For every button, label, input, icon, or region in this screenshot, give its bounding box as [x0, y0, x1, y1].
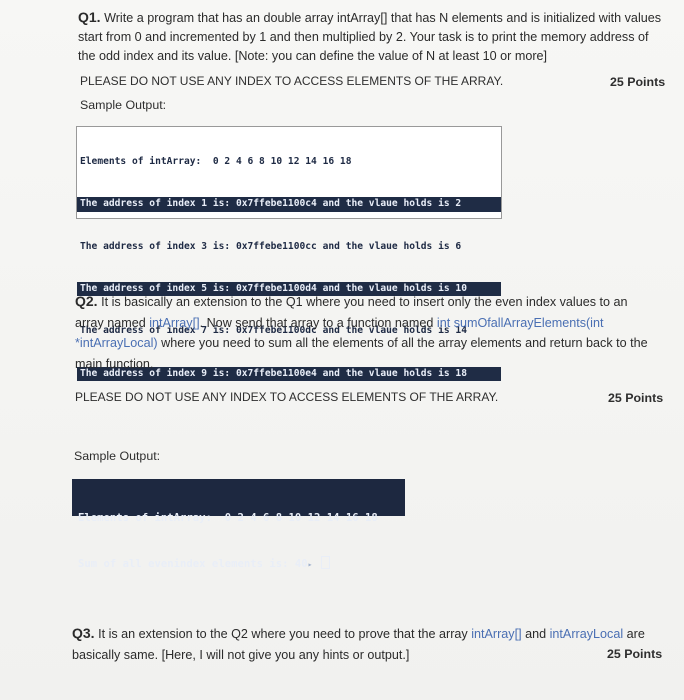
- q2-sample-label: Sample Output:: [74, 449, 161, 463]
- q2-points: 25 Points: [608, 391, 664, 405]
- q2-paragraph: [75, 291, 655, 374]
- console-line: The address of index 7 is: 0x7ffebe1100dc and the vlaue holds is 14: [80, 325, 467, 337]
- prompt-mark: ▸: [307, 560, 313, 569]
- q3-label: Q3.: [72, 625, 95, 641]
- q1-label: Q1.: [78, 9, 101, 25]
- q3-array-2: intArrayLocal: [549, 627, 624, 641]
- console-line: The address of index 3 is: 0x7ffebe1100cc and the vlaue holds is 6: [80, 240, 462, 252]
- q1-sample-label: Sample Output:: [80, 98, 167, 112]
- q2-function-name: int sumOfallArrayElements(int *intArrayLocal): [75, 315, 604, 350]
- q1-text: Write a program that has an double array intArray[] that has N elements and is initialized with values start from 0 and incremented by 1 and then multiplied by 2. Your task is to print the memory address of the odd index and its value. [Note: you can define the value of N at least 10 or more]: [78, 11, 662, 63]
- q2-array-name: intArray[]: [149, 315, 200, 330]
- q1-warning: PLEASE DO NOT USE ANY INDEX TO ACCESS ELEMENTS OF THE ARRAY.: [80, 74, 504, 88]
- q3-paragraph: [72, 623, 672, 665]
- q2-label: Q2.: [75, 293, 98, 309]
- console-line: Elements of intArray: 0 2 4 6 8 10 12 14 16 18: [80, 156, 352, 168]
- q1-paragraph: [78, 8, 668, 66]
- q2-text-a: It is basically an extension to the Q1 where you need to insert only the even index values to an array named: [75, 295, 628, 330]
- console-line: [72, 556, 405, 572]
- console-line: The address of index 1 is: 0x7ffebe1100c4 and the vlaue holds is 2: [77, 197, 501, 211]
- q1-points: 25 Points: [610, 75, 666, 89]
- q2-text-b: . Now send that array to a function named: [199, 315, 437, 330]
- console-line: The address of index 9 is: 0x7ffebe1100e4 and the vlaue holds is 18: [77, 367, 501, 381]
- q2-warning: PLEASE DO NOT USE ANY INDEX TO ACCESS ELEMENTS OF THE ARRAY.: [75, 390, 499, 404]
- q3-text-b: and: [521, 627, 550, 641]
- q3-array-1: intArray[]: [471, 627, 522, 641]
- cursor-block: [321, 556, 330, 569]
- console-text: Sum of all evenindex elements is: 40: [78, 558, 308, 570]
- q3-text-c: are basically same. [Here, I will not give you any hints or output.]: [72, 627, 645, 662]
- q2-text-c: where you need to sum all the elements of all the array elements and return back to the main function.: [75, 336, 648, 371]
- q3-text-a: It is an extension to the Q2 where you need to prove that the array: [98, 627, 472, 641]
- q2-output-console: [72, 479, 405, 570]
- console-line: Elements of intArray: 0 2 4 6 8 10 12 14 16 18: [78, 512, 378, 524]
- console-line: The address of index 5 is: 0x7ffebe1100d4 and the vlaue holds is 10: [77, 282, 501, 296]
- q3-points: 25 Points: [607, 647, 663, 661]
